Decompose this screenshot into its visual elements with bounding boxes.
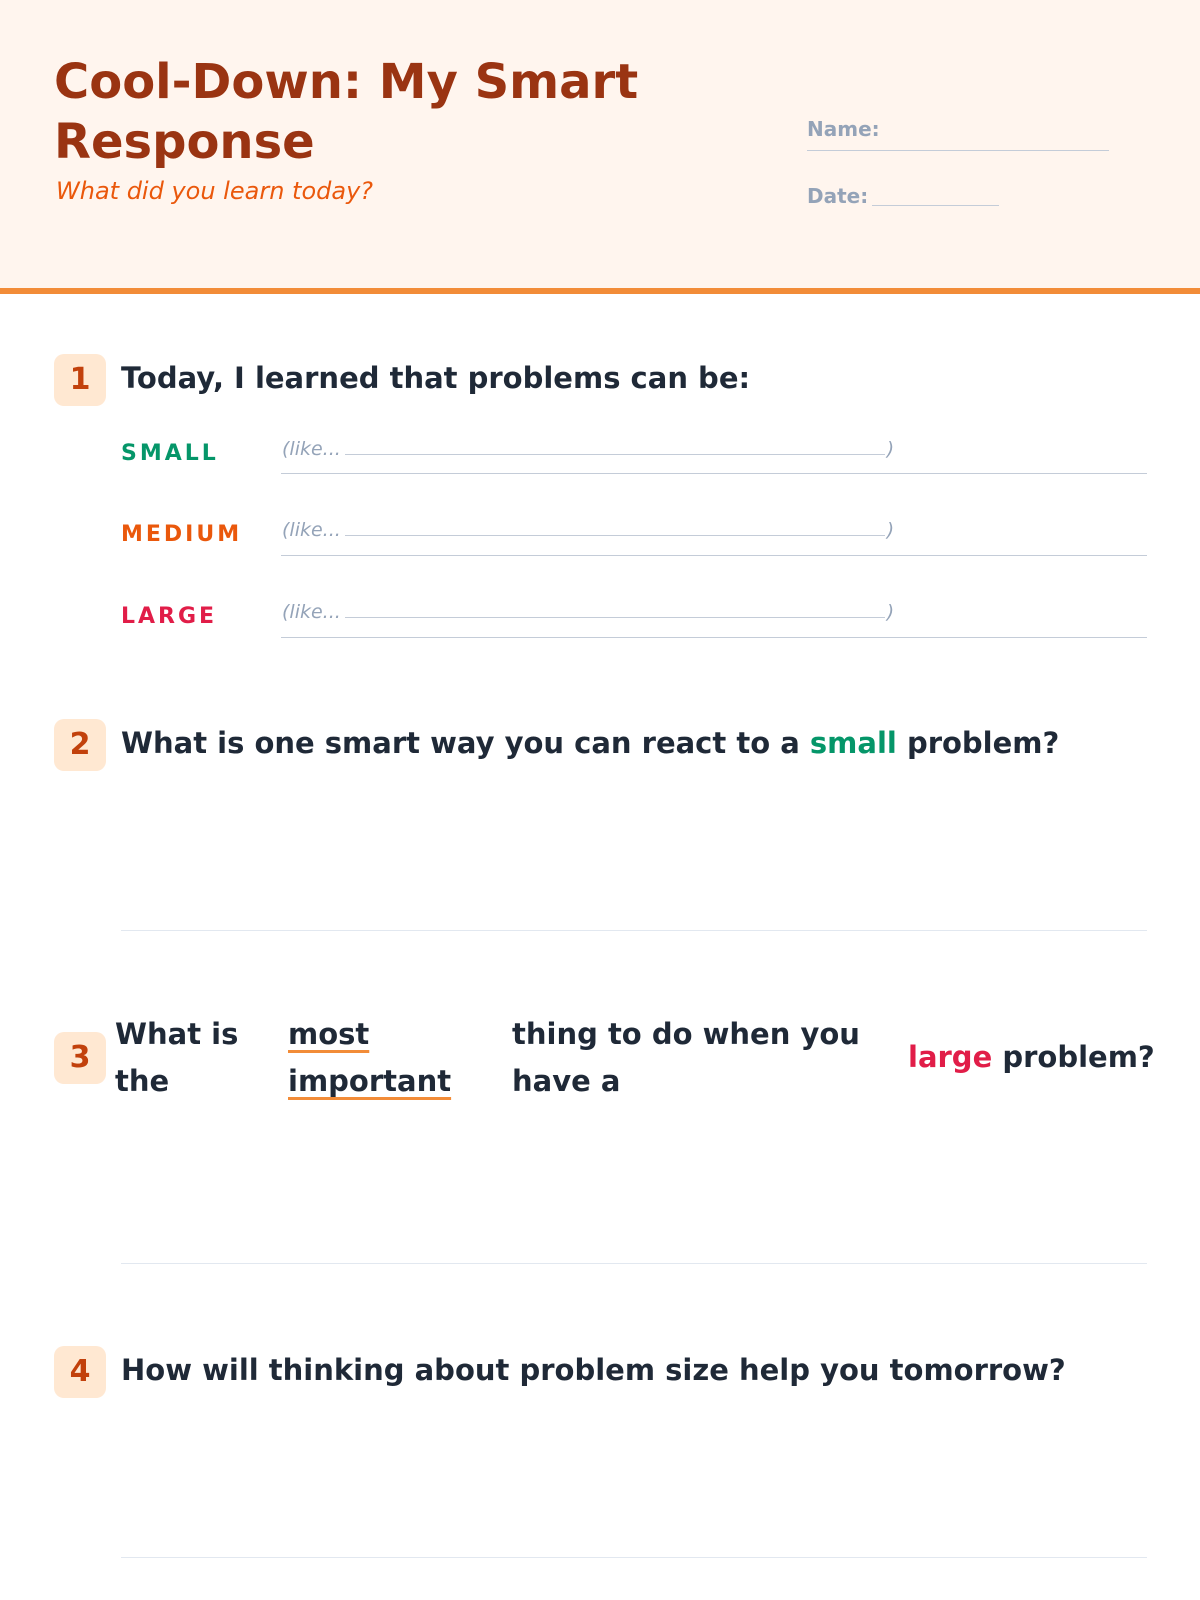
question-3-part-1 — [115, 1011, 238, 1105]
page-subtitle: What did you learn today? — [56, 177, 374, 205]
answer-line[interactable] — [121, 1557, 1147, 1558]
question-2-text-after: problem? — [906, 726, 1060, 760]
question-2-text — [121, 726, 1059, 760]
question-3-part-3-line-1: thing to do when you — [512, 1017, 860, 1051]
large-example-field[interactable] — [282, 601, 894, 623]
answer-rule — [281, 637, 1147, 638]
question-number-badge: 2 — [54, 719, 106, 771]
question-3-part-1-line-2: the — [115, 1064, 170, 1098]
answer-rule — [281, 555, 1147, 556]
question-3-part-3 — [512, 1011, 860, 1105]
question-number-badge: 3 — [54, 1032, 106, 1084]
question-number-badge: 1 — [54, 354, 106, 406]
keyword-small: small — [809, 726, 897, 760]
name-field[interactable] — [807, 150, 1109, 151]
fill-blank — [345, 616, 885, 618]
medium-example-field[interactable] — [282, 519, 894, 541]
name-label: Name: — [807, 117, 880, 141]
question-3-ending — [908, 1040, 1155, 1074]
answer-line[interactable] — [121, 1263, 1147, 1264]
fill-prompt-start: (like... — [282, 438, 341, 460]
fill-prompt-end: ) — [886, 601, 895, 623]
date-label: Date: — [807, 184, 869, 208]
small-example-field[interactable] — [282, 438, 894, 460]
question-2-text-before: What is one smart way you can react to a — [121, 726, 800, 760]
fill-prompt-end: ) — [886, 519, 895, 541]
question-number-badge: 4 — [54, 1346, 106, 1398]
question-3-text-after: problem? — [1002, 1040, 1155, 1074]
worksheet-header — [0, 0, 1200, 294]
fill-prompt-start: (like... — [282, 601, 341, 623]
fill-prompt-start: (like... — [282, 519, 341, 541]
date-field[interactable] — [872, 205, 999, 206]
fill-blank — [345, 453, 885, 455]
page-title: Cool-Down: My Smart Response — [54, 54, 639, 170]
answer-rule — [281, 473, 1147, 474]
question-4-text: How will thinking about problem size help you tomorrow? — [121, 1353, 1066, 1387]
keyword-large: large — [908, 1040, 993, 1074]
size-label-small: SMALL — [121, 441, 219, 466]
question-3-emphasis — [288, 1011, 451, 1105]
size-label-large: LARGE — [121, 604, 218, 629]
emphasis-most: most — [288, 1017, 370, 1051]
fill-blank — [345, 534, 885, 536]
question-3-part-3-line-2: have a — [512, 1064, 621, 1098]
fill-prompt-end: ) — [886, 438, 895, 460]
question-3-part-1-line-1: What is — [115, 1017, 239, 1051]
emphasis-important: important — [288, 1064, 452, 1098]
size-label-medium: MEDIUM — [121, 522, 243, 547]
question-1-text: Today, I learned that problems can be: — [121, 361, 751, 395]
answer-line[interactable] — [121, 930, 1147, 931]
